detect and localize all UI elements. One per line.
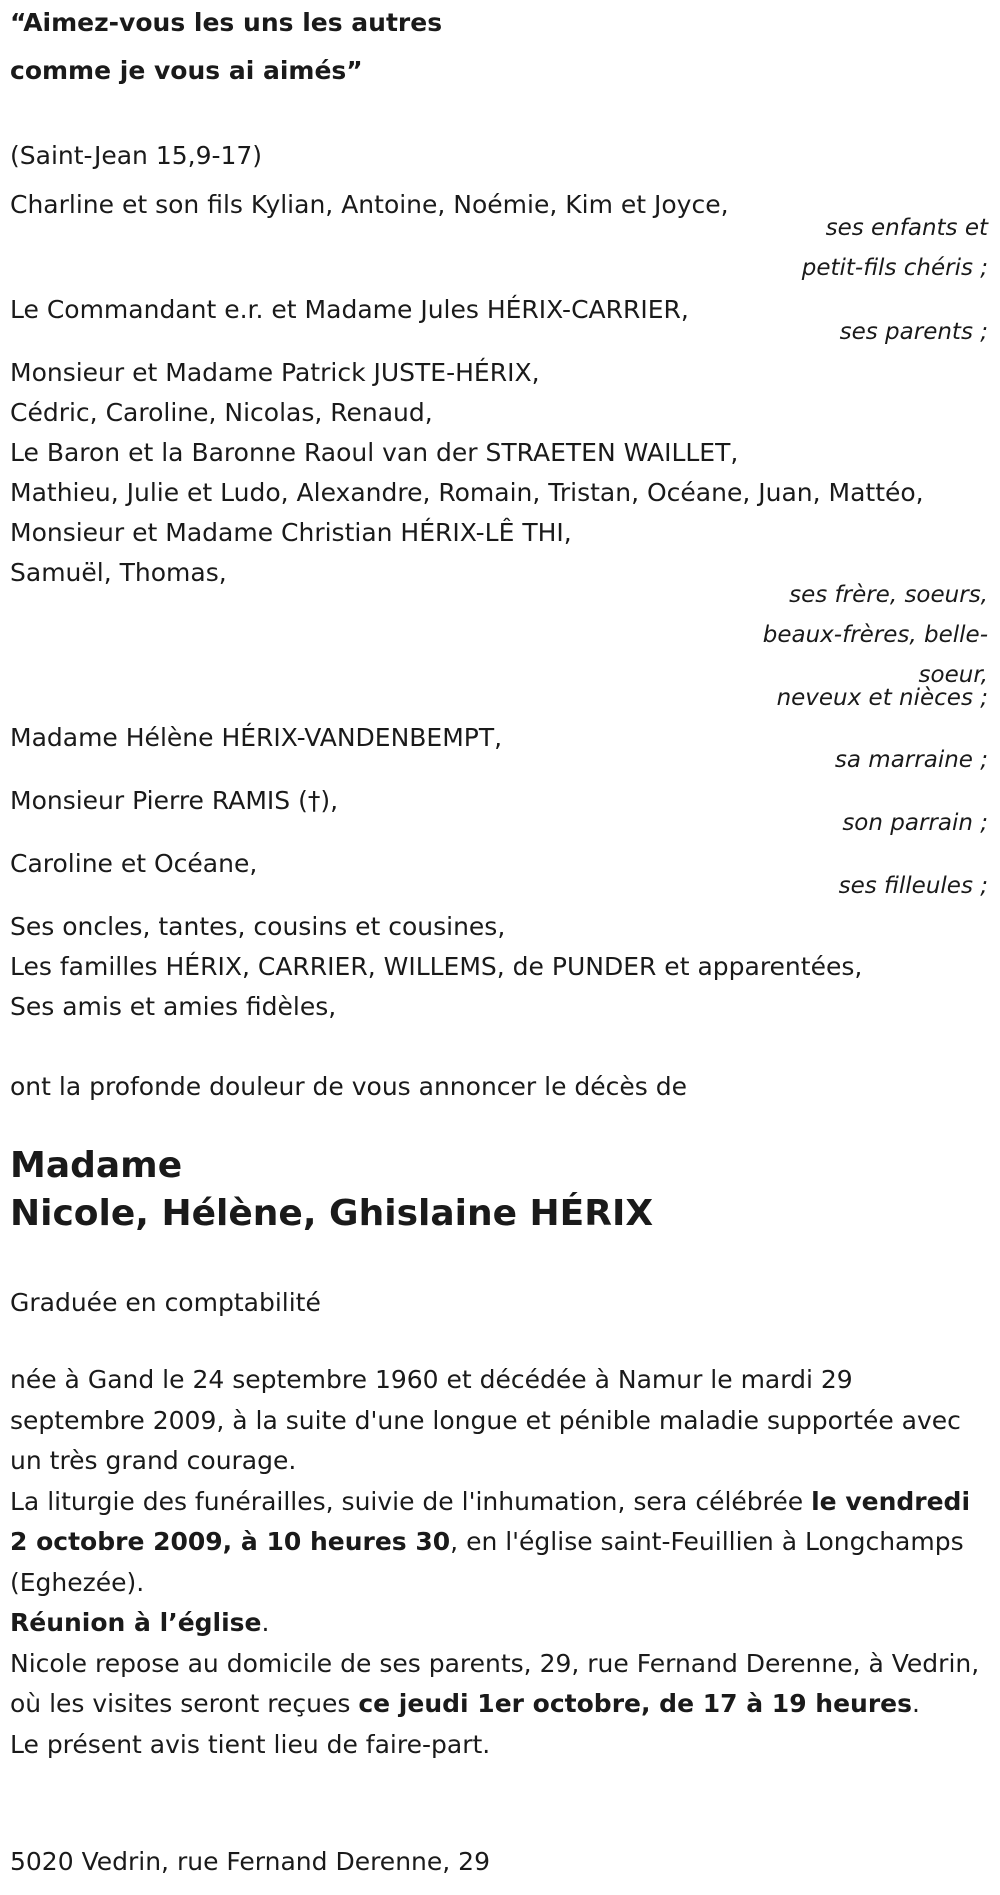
family-line: Caroline et Océane, [10,849,258,878]
quote-line-1: “Aimez-vous les uns les autres [10,8,443,37]
family-role: ses parents ; [839,319,988,345]
deceased-name: Nicole, Hélène, Ghislaine HÉRIX [10,1193,654,1234]
notice-text: Le présent avis tient lieu de faire-part. [10,1729,491,1759]
family-line: Ses amis et amies fidèles, [10,992,337,1021]
family-role: ses enfants et [825,215,988,241]
family-role: ses filleules ; [838,873,988,899]
family-line: Mathieu, Julie et Ludo, Alexandre, Romain, Tristan, Océane, Juan, Mattéo, [10,478,924,507]
birth-death-text: née à Gand le 24 septembre 1960 et décédée à Namur le mardi 29 septembre 2009, à la suite d'une longue et pénible maladie supportée avec un très grand courage. [10,1365,961,1475]
address: 5020 Vedrin, rue Fernand Derenne, 29 [10,1847,490,1876]
family-line: Monsieur Pierre RAMIS (†), [10,786,339,815]
family-line: Le Commandant e.r. et Madame Jules HÉRIX-CARRIER, [10,295,689,324]
family-role: ses frère, soeurs, [789,582,988,608]
family-role: sa marraine ; [834,747,988,773]
family-role: son parrain ; [842,810,988,836]
announcement-text: ont la profonde douleur de vous annoncer le décès de [10,1072,688,1101]
meeting-text: Réunion à l’église [10,1608,262,1637]
visitation-time: ce jeudi 1er octobre, de 17 à 19 heures [358,1689,913,1718]
funeral-location: , en l'église saint-Feuillien à Longchamps (Eghezée). [10,1527,964,1597]
family-role: beaux-frères, belle- [762,622,988,648]
quote-reference: (Saint-Jean 15,9-17) [10,141,263,170]
visitation-text: Nicole repose au domicile de ses parents, 29, rue Fernand Derenne, à Vedrin, où les visites seront reçues [10,1648,980,1718]
family-line: Ses oncles, tantes, cousins et cousines, [10,912,506,941]
family-role: soeur, [918,662,988,688]
quote-line-2: comme je vous ai aimés” [10,56,363,85]
family-line: Le Baron et la Baronne Raoul van der STRAETEN WAILLET, [10,438,739,467]
family-line: Monsieur et Madame Christian HÉRIX-LÊ THI, [10,518,572,547]
funeral-text: La liturgie des funérailles, suivie de l'inhumation, sera célébrée [10,1486,812,1516]
family-line: Charline et son fils Kylian, Antoine, Noémie, Kim et Joyce, [10,190,729,219]
deceased-title: Madame [10,1145,183,1186]
details-paragraph: née à Gand le 24 septembre 1960 et décédée à Namur le mardi 29 septembre 2009, à la suite d'une longue et pénible maladie supportée avec un très grand courage. La liturgie des funérailles, suivie de l'inhumation, sera célébrée le vendredi 2 octobre 2009, à 10 heures 30, en l'église saint-Feuillien à Longchamps (Eghezée). Réunion à l’église. Nicole repose au domicile de ses parents, 29, rue Fernand Derenne, à Vedrin, où les visites seront reçues ce jeudi 1er octobre, de 17 à 19 heures. Le présent avis tient lieu de faire-part. [10,1365,980,1759]
family-line: Samuël, Thomas, [10,558,227,587]
funeral-date: le vendredi 2 octobre 2009, à 10 heures 30 [10,1486,971,1556]
family-line: Madame Hélène HÉRIX-VANDENBEMPT, [10,723,503,752]
family-line: Cédric, Caroline, Nicolas, Renaud, [10,398,433,427]
family-role: petit-fils chéris ; [801,255,988,281]
family-role: neveux et nièces ; [776,685,988,711]
family-line: Monsieur et Madame Patrick JUSTE-HÉRIX, [10,358,540,387]
deceased-profession: Graduée en comptabilité [10,1288,321,1317]
family-line: Les familles HÉRIX, CARRIER, WILLEMS, de PUNDER et apparentées, [10,952,863,981]
